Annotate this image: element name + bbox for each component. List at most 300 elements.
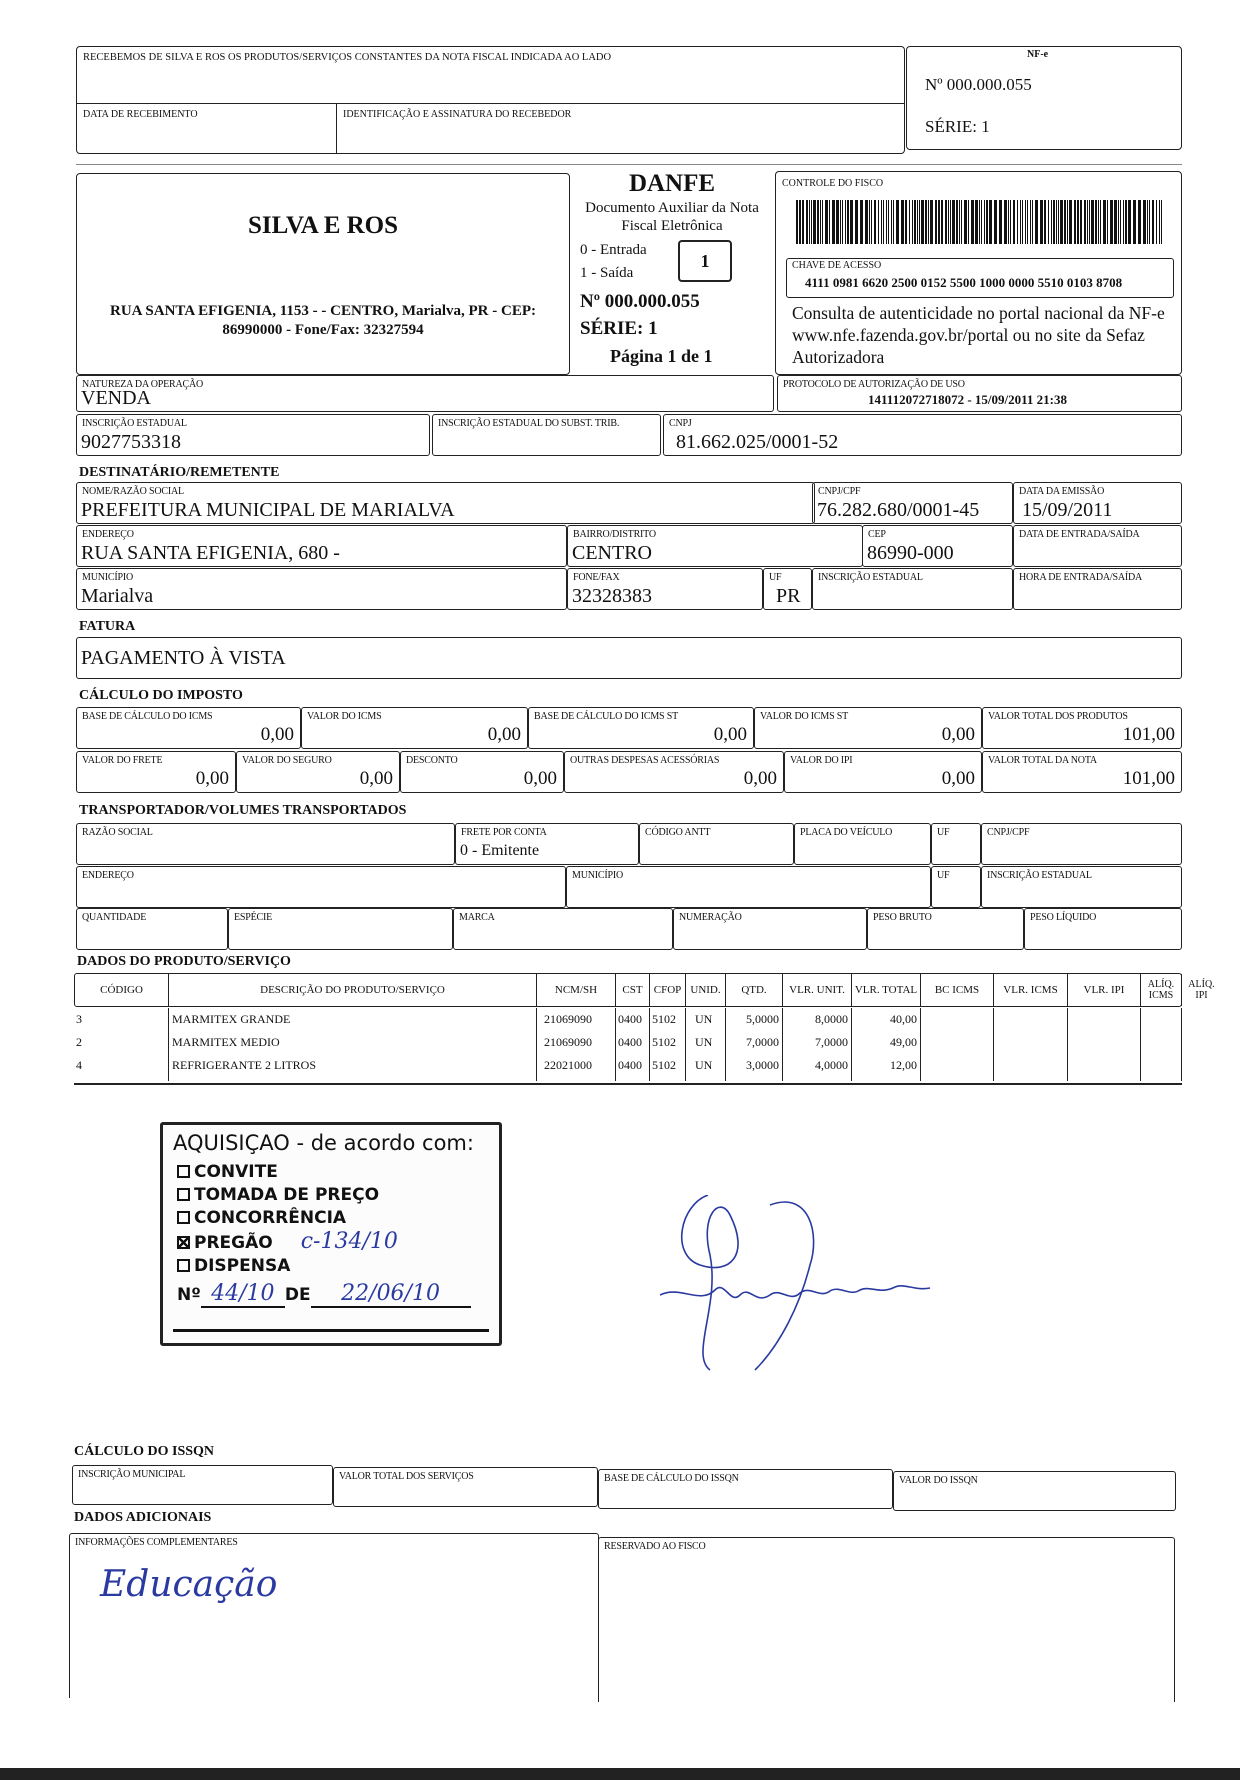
stamp-options (177, 1161, 398, 1278)
barcode-bar (1008, 200, 1009, 244)
transp-cnpj-cell (981, 823, 1182, 865)
barcode-bar (1069, 200, 1072, 244)
cell-cst: 0400 (618, 1035, 642, 1049)
barcode-bar (817, 200, 819, 244)
base-icms-label: BASE DE CÁLCULO DO ICMS (82, 711, 213, 722)
receipt-box (76, 46, 905, 154)
barcode-bar (1138, 200, 1141, 244)
barcode-bar (1103, 200, 1106, 244)
barcode-bar (989, 200, 992, 244)
barcode-bar (865, 200, 868, 244)
desconto-label: DESCONTO (406, 755, 458, 766)
col-unid: UNID. (686, 974, 726, 1006)
ie-st-label: INSCRIÇÃO ESTADUAL DO SUBST. TRIB. (438, 418, 620, 429)
barcode-bar (956, 200, 958, 244)
receipt-nfe-box (906, 46, 1182, 150)
barcode-bar (1048, 200, 1049, 244)
barcode-bar (869, 200, 870, 244)
barcode-bar (1032, 200, 1033, 244)
barcode-bar (811, 200, 812, 244)
barcode-bar (979, 200, 980, 244)
transp-ie-cell (981, 866, 1182, 908)
dest-fone-cell (567, 568, 763, 610)
barcode-bar (1053, 200, 1055, 244)
valor-st-cell (754, 707, 982, 749)
scan-edge (0, 1768, 1240, 1780)
total-nota-label: VALOR TOTAL DA NOTA (988, 755, 1097, 766)
dest-bairro-cell (567, 525, 863, 567)
transp-peso-bruto-label: PESO BRUTO (873, 912, 932, 923)
dest-nome-label: NOME/RAZÃO SOCIAL (82, 486, 184, 497)
frete-cell (76, 751, 236, 793)
barcode-bar (1089, 200, 1090, 244)
transp-frete-value: 0 - Emitente (460, 842, 540, 859)
barcode-bar (1013, 200, 1015, 244)
dest-cnpj-cell (812, 482, 1013, 524)
barcode-bar (1074, 200, 1076, 244)
cell-qtd: 7,0000 (746, 1035, 779, 1049)
barcode-bar (842, 200, 843, 244)
cnpj-cell (663, 414, 1182, 456)
barcode-bar (901, 200, 904, 244)
info-cell (69, 1533, 599, 1698)
transp-endereco-cell (76, 866, 566, 908)
emitter-address: RUA SANTA EFIGENIA, 1153 - - CENTRO, Marialva, PR - CEP: 86990000 - Fone/Fax: 32327594 (110, 303, 536, 338)
barcode-bar (935, 200, 937, 244)
stamp-bottom-rule (173, 1329, 489, 1332)
cell-cst: 0400 (618, 1012, 642, 1026)
barcode-bar (860, 200, 863, 244)
transp-antt-cell (639, 823, 794, 865)
barcode-bar (822, 200, 823, 244)
transp-especie-cell (228, 908, 453, 950)
signature-stroke (755, 1202, 814, 1370)
danfe-entrada: 0 - Entrada (580, 242, 647, 258)
col-cst: CST (616, 974, 650, 1006)
barcode-bar (850, 200, 853, 244)
checked-checkbox-icon (177, 1236, 190, 1249)
outras-label: OUTRAS DESPESAS ACESSÓRIAS (570, 755, 720, 766)
stamp-option: PREGÃO c-134/10 (177, 1230, 398, 1255)
checkbox-icon (177, 1165, 190, 1178)
transp-ie-label: INSCRIÇÃO ESTADUAL (987, 870, 1092, 881)
cell-unid: UN (695, 1035, 713, 1049)
barcode-bar (1159, 200, 1160, 244)
natureza-cell (76, 375, 774, 412)
cell-unid: UN (695, 1058, 713, 1072)
barcode (796, 200, 1166, 244)
barcode-bar (1118, 200, 1119, 244)
dest-fone-label: FONE/FAX (573, 572, 620, 583)
cell-unit: 8,0000 (815, 1012, 848, 1026)
barcode-bar (1095, 200, 1097, 244)
dest-bairro-label: BAIRRO/DISTRITO (573, 529, 656, 540)
barcode-bar (1084, 200, 1086, 244)
cell-qtd: 3,0000 (746, 1058, 779, 1072)
receipt-divider (77, 103, 904, 104)
info-label: INFORMAÇÕES COMPLEMENTARES (75, 1537, 238, 1548)
emitter-box (76, 173, 570, 375)
barcode-bar (1010, 200, 1011, 244)
barcode-bar (891, 200, 892, 244)
dest-municipio-cell (76, 568, 567, 610)
barcode-bar (881, 200, 882, 244)
frete-label: VALOR DO FRETE (82, 755, 163, 766)
dest-hora-cell (1013, 568, 1182, 610)
valor-icms-value: 0,00 (487, 724, 521, 745)
dest-nome-value: PREFEITURA MUNICIPAL DE MARIALVA (81, 499, 455, 521)
issqn-valor-cell (893, 1471, 1176, 1511)
transp-frete-label: FRETE POR CONTA (461, 827, 547, 838)
barcode-bar (1035, 200, 1038, 244)
ie-label: INSCRIÇÃO ESTADUAL (82, 418, 187, 429)
barcode-bar (802, 200, 804, 244)
total-prod-cell (982, 707, 1182, 749)
protocolo-cell (777, 375, 1182, 412)
barcode-bar (981, 200, 982, 244)
barcode-bar (806, 200, 808, 244)
col-aliq-ipi: ALÍQ. IPI (1188, 979, 1215, 1001)
transp-uf2-label: UF (937, 870, 950, 881)
fatura-cell (76, 637, 1182, 679)
barcode-bar (883, 200, 884, 244)
dest-cep-label: CEP (868, 529, 886, 540)
dest-section: DESTINATÁRIO/REMETENTE (79, 465, 280, 480)
barcode-bar (950, 200, 951, 244)
receipt-serie: SÉRIE: 1 (925, 117, 990, 136)
fatura-value: PAGAMENTO À VISTA (81, 647, 286, 669)
cell-descricao: MARMITEX GRANDE (172, 1012, 291, 1026)
danfe-block (572, 170, 772, 375)
transp-razao-label: RAZÃO SOCIAL (82, 827, 153, 838)
stamp-option: TOMADA DE PREÇO (177, 1184, 398, 1207)
issqn-total-cell (333, 1467, 598, 1507)
valor-st-label: VALOR DO ICMS ST (760, 711, 849, 722)
stamp-number-line (177, 1281, 471, 1308)
outras-cell (564, 751, 784, 793)
barcode-bar (964, 200, 967, 244)
total-nota-cell (982, 751, 1182, 793)
barcode-bar (984, 200, 985, 244)
controle-label: CONTROLE DO FISCO (782, 178, 884, 189)
base-st-cell (528, 707, 754, 749)
issqn-im-label: INSCRIÇÃO MUNICIPAL (78, 1469, 186, 1480)
produtos-section: DADOS DO PRODUTO/SERVIÇO (77, 954, 291, 969)
cut-line (76, 164, 1182, 165)
barcode-bar (1125, 200, 1127, 244)
danfe-tipo-box (678, 240, 732, 282)
barcode-bar (847, 200, 849, 244)
transp-peso-liq-label: PESO LÍQUIDO (1030, 912, 1097, 923)
barcode-bar (921, 200, 924, 244)
issqn-im-cell (72, 1465, 333, 1505)
protocolo-value: 141112072718072 - 15/09/2011 21:38 (868, 392, 1067, 407)
barcode-bar (1017, 200, 1018, 244)
stamp-option: DISPENSA (177, 1255, 398, 1278)
barcode-bar (1058, 200, 1059, 244)
col-bc-icms: BC ICMS (921, 974, 994, 1006)
barcode-bar (886, 200, 887, 244)
emitter-name: SILVA E ROS (247, 212, 399, 239)
barcode-bar (1133, 200, 1136, 244)
barcode-bar (959, 200, 960, 244)
signature-stroke (660, 1286, 930, 1298)
checkbox-icon (177, 1188, 190, 1201)
barcode-bar (1143, 200, 1146, 244)
total-prod-label: VALOR TOTAL DOS PRODUTOS (988, 711, 1128, 722)
barcode-bar (829, 200, 830, 244)
transp-endereco-label: ENDEREÇO (82, 870, 134, 881)
barcode-bar (1152, 200, 1154, 244)
seguro-cell (236, 751, 400, 793)
barcode-bar (971, 200, 974, 244)
cell-unid: UN (695, 1012, 713, 1026)
cell-ncm: 22021000 (544, 1058, 592, 1072)
dest-cep-value: 86990-000 (867, 542, 954, 564)
dest-municipio-label: MUNICÍPIO (82, 572, 133, 583)
barcode-bar (845, 200, 846, 244)
dest-cnpj-value: 76.282.680/0001-45 (817, 499, 980, 521)
receipt-sign-label: IDENTIFICAÇÃO E ASSINATURA DO RECEBEDOR (343, 109, 572, 120)
barcode-bar (919, 200, 920, 244)
transp-section: TRANSPORTADOR/VOLUMES TRANSPORTADOS (79, 803, 407, 818)
barcode-bar (945, 200, 947, 244)
info-handwriting: Educação (100, 1564, 278, 1605)
ipi-value: 0,00 (941, 768, 975, 789)
barcode-bar (975, 200, 978, 244)
dest-cep-cell (862, 525, 1013, 567)
barcode-bar (888, 200, 889, 244)
valor-icms-label: VALOR DO ICMS (307, 711, 382, 722)
barcode-bar (948, 200, 949, 244)
products-body (74, 1008, 1182, 1081)
barcode-bar (961, 200, 962, 244)
transp-antt-label: CÓDIGO ANTT (645, 827, 711, 838)
col-aliq-icms: ALÍQ. ICMS (1141, 974, 1182, 1006)
dest-emissao-cell (1013, 482, 1182, 524)
stamp-title: AQUISIÇAO - de acordo com: (173, 1131, 474, 1155)
barcode-bar (917, 200, 918, 244)
col-total: VLR. TOTAL (852, 974, 921, 1006)
barcode-bar (1149, 200, 1150, 244)
barcode-bar (968, 200, 969, 244)
receipt-date-label: DATA DE RECEBIMENTO (83, 109, 198, 120)
natureza-value: VENDA (81, 387, 151, 409)
col-ncm: NCM/SH (537, 974, 616, 1006)
dest-entrada-cell (1013, 525, 1182, 567)
danfe-saida: 1 - Saída (580, 265, 634, 281)
barcode-bar (820, 200, 821, 244)
stamp-option: CONCORRÊNCIA (177, 1207, 398, 1230)
dest-fone-value: 32328383 (572, 585, 652, 607)
cell-ncm: 21069090 (544, 1012, 592, 1026)
total-nota-value: 101,00 (1122, 768, 1175, 789)
dest-municipio-value: Marialva (81, 585, 154, 607)
imposto-section: CÁLCULO DO IMPOSTO (79, 688, 243, 703)
transp-marca-label: MARCA (459, 912, 495, 923)
cnpj-label: CNPJ (669, 418, 692, 429)
barcode-bar (813, 200, 816, 244)
cell-codigo: 4 (76, 1058, 82, 1072)
valor-st-value: 0,00 (941, 724, 975, 745)
transp-peso-liq-cell (1024, 908, 1182, 950)
danfe-serie: SÉRIE: 1 (580, 318, 658, 339)
danfe-subtitle: Documento Auxiliar da Nota Fiscal Eletrônica (585, 200, 759, 234)
barcode-bar (840, 200, 841, 244)
transp-qtd-label: QUANTIDADE (82, 912, 147, 923)
barcode-bar (930, 200, 933, 244)
protocolo-label: PROTOCOLO DE AUTORIZAÇÃO DE USO (783, 379, 965, 390)
chave-box (786, 258, 1174, 298)
outras-value: 0,00 (743, 768, 777, 789)
transp-cnpj-label: CNPJ/CPF (987, 827, 1030, 838)
base-st-label: BASE DE CÁLCULO DO ICMS ST (534, 711, 678, 722)
total-prod-value: 101,00 (1122, 724, 1175, 745)
barcode-bar (1030, 200, 1031, 244)
barcode-bar (825, 200, 828, 244)
barcode-bar (938, 200, 940, 244)
cell-ncm: 21069090 (544, 1035, 592, 1049)
table-row (74, 1031, 1182, 1053)
receipt-divider-v (336, 103, 337, 153)
cnpj-value: 81.662.025/0001-52 (676, 431, 839, 453)
dest-entrada-label: DATA DE ENTRADA/SAÍDA (1019, 529, 1140, 540)
barcode-bar (909, 200, 910, 244)
acquisition-stamp (160, 1122, 502, 1346)
fisco-box (775, 171, 1182, 375)
ipi-label: VALOR DO IPI (790, 755, 853, 766)
dest-endereco-value: RUA SANTA EFIGENIA, 680 - (81, 542, 340, 564)
cell-cst: 0400 (618, 1058, 642, 1072)
transp-razao-cell (76, 823, 455, 865)
transp-placa-cell (794, 823, 931, 865)
barcode-bar (809, 200, 810, 244)
barcode-bar (914, 200, 916, 244)
barcode-bar (1120, 200, 1121, 244)
desconto-cell (400, 751, 564, 793)
stamp-date-hand: 22/06/10 (311, 1281, 471, 1308)
col-vlr-ipi: VLR. IPI (1068, 974, 1141, 1006)
transp-municipio-label: MUNICÍPIO (572, 870, 623, 881)
transp-uf-cell (931, 823, 981, 865)
danfe-tipo: 1 (700, 250, 710, 271)
transp-qtd-cell (76, 908, 228, 950)
barcode-bar (994, 200, 997, 244)
ie-cell (76, 414, 430, 456)
col-cfop: CFOP (650, 974, 686, 1006)
cell-total: 40,00 (890, 1012, 917, 1026)
ie-value: 9027753318 (81, 431, 181, 453)
fatura-section: FATURA (79, 619, 136, 634)
barcode-bar (1098, 200, 1099, 244)
transp-marca-cell (453, 908, 673, 950)
barcode-bar (874, 200, 876, 244)
chave-value: 4111 0981 6620 2500 0152 5500 1000 0000 5510 0103 8708 (805, 275, 1123, 290)
barcode-bar (1107, 200, 1108, 244)
issqn-base-label: BASE DE CÁLCULO DO ISSQN (604, 1473, 739, 1484)
dest-uf-cell (763, 568, 812, 610)
barcode-bar (1087, 200, 1088, 244)
valor-icms-cell (301, 707, 528, 749)
barcode-bar (893, 200, 894, 244)
checkbox-icon (177, 1259, 190, 1272)
cell-qtd: 5,0000 (746, 1012, 779, 1026)
barcode-bar (912, 200, 913, 244)
dest-hora-label: HORA DE ENTRADA/SAÍDA (1019, 572, 1143, 583)
dest-emissao-value: 15/09/2011 (1022, 499, 1113, 521)
transp-peso-bruto-cell (867, 908, 1024, 950)
cell-unit: 4,0000 (815, 1058, 848, 1072)
barcode-bar (855, 200, 858, 244)
barcode-bar (871, 200, 872, 244)
barcode-bar (836, 200, 839, 244)
cell-cfop: 5102 (652, 1058, 676, 1072)
issqn-base-cell (598, 1469, 893, 1509)
barcode-bar (878, 200, 879, 244)
col-qtd: QTD. (726, 974, 783, 1006)
col-codigo: CÓDIGO (75, 974, 169, 1006)
dest-uf-label: UF (769, 572, 782, 583)
receipt-text: RECEBEMOS DE SILVA E ROS OS PRODUTOS/SERVIÇOS CONSTANTES DA NOTA FISCAL INDICADA AO LADO (83, 52, 612, 63)
transp-municipio-cell (566, 866, 931, 908)
barcode-bar (1123, 200, 1124, 244)
barcode-bar (986, 200, 988, 244)
dest-emissao-label: DATA DA EMISSÃO (1019, 486, 1105, 497)
transp-especie-label: ESPÉCIE (234, 912, 273, 923)
natureza-label: NATUREZA DA OPERAÇÃO (82, 379, 204, 390)
dest-uf-value: PR (776, 585, 801, 607)
transp-placa-label: PLACA DO VEÍCULO (800, 827, 893, 838)
chave-label: CHAVE DE ACESSO (792, 260, 882, 271)
cell-descricao: MARMITEX MEDIO (172, 1035, 280, 1049)
col-descricao: DESCRIÇÃO DO PRODUTO/SERVIÇO (169, 974, 537, 1006)
seguro-label: VALOR DO SEGURO (242, 755, 332, 766)
transp-numeracao-cell (673, 908, 867, 950)
issqn-valor-label: VALOR DO ISSQN (899, 1475, 978, 1486)
ipi-cell (784, 751, 982, 793)
table-row (74, 1008, 1182, 1030)
products-header (74, 973, 1215, 1007)
dest-bairro-value: CENTRO (572, 542, 652, 564)
barcode-bar (1060, 200, 1063, 244)
barcode-bar (1147, 200, 1148, 244)
pregao-handwriting: c-134/10 (300, 1229, 398, 1254)
cell-cfop: 5102 (652, 1035, 676, 1049)
barcode-bar (999, 200, 1002, 244)
stamp-option: CONVITE (177, 1161, 398, 1184)
dest-ie-label: INSCRIÇÃO ESTADUAL (818, 572, 923, 583)
products-table (74, 973, 1215, 1085)
cell-unit: 7,0000 (815, 1035, 848, 1049)
danfe-title: DANFE (628, 170, 716, 197)
seguro-value: 0,00 (359, 768, 393, 789)
base-icms-cell (76, 707, 301, 749)
barcode-bar (896, 200, 899, 244)
col-vlr-icms: VLR. ICMS (994, 974, 1068, 1006)
barcode-bar (799, 200, 801, 244)
barcode-bar (1027, 200, 1028, 244)
barcode-bar (1051, 200, 1052, 244)
barcode-bar (1025, 200, 1026, 244)
cell-total: 12,00 (890, 1058, 917, 1072)
consulta-text: Consulta de autenticidade no portal nacional da NF-e www.nfe.fazenda.gov.br/portal ou no site da Sefaz Autorizadora (792, 303, 1165, 367)
reservado-label: RESERVADO AO FISCO (604, 1541, 706, 1552)
base-st-value: 0,00 (713, 724, 747, 745)
barcode-bar (1004, 200, 1007, 244)
ie-st-cell (432, 414, 661, 456)
barcode-bar (1100, 200, 1101, 244)
barcode-bar (1056, 200, 1057, 244)
